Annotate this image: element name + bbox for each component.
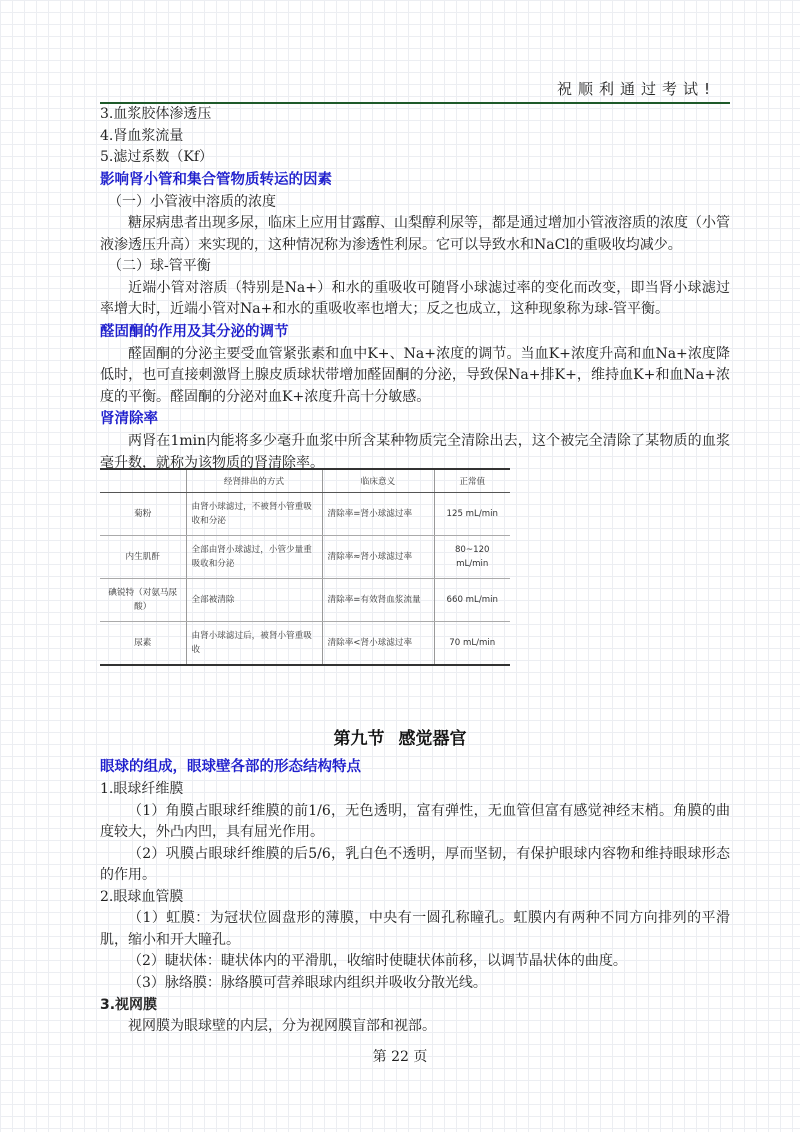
substance-cell: 尿素 [100,621,186,665]
excretion-method-cell: 由肾小球滤过后，被肾小管重吸收 [186,621,322,665]
paragraph-iris: （1）虹膜：为冠状位圆盘形的薄膜，中央有一圆孔称瞳孔。虹膜内有两种不同方向排列的平滑肌，缩小和开大瞳孔。 [100,910,730,948]
table-header-row [100,469,510,493]
normal-value-cell: 70 mL/min [434,621,510,665]
excretion-method-cell: 全部由肾小球滤过，小管少量重吸收和分泌 [186,535,322,578]
list-item: 3.血浆胶体渗透压 [100,106,212,122]
list-item: 4.肾血浆流量 [100,127,184,144]
paragraph-glomerulotubular-balance: 近端小管对溶质（特别是Na+）和水的重吸收可随肾小球滤过率的变化而改变，即当肾小球滤过率增大时，近端小管对Na+和水的重吸收率也增大；反之也成立，这种现象称为球-管平衡。 [100,279,730,317]
table-row [100,578,510,621]
heading-eyeball-structure: 眼球的组成，眼球壁各部的形态结构特点 [100,759,361,775]
section-title-sensory-organs: 第九节 感觉器官 [333,729,467,749]
paragraph-sclera: （2）巩膜占眼球纤维膜的后5/6，乳白色不透明，厚而坚韧，有保护眼球内容物和维持眼球形态的作用。 [100,845,730,883]
content-block-upper [100,104,730,474]
substance-cell: 内生肌酐 [100,535,186,578]
subheading-solute-concentration: （一）小管液中溶质的浓度 [108,193,276,210]
table-header-cell: 经肾排出的方式 [186,469,322,493]
paragraph-ciliary-body: （2）睫状体：睫状体内的平滑肌，收缩时使睫状体前移，以调节晶状体的曲度。 [128,953,627,969]
list-item: 5.滤过系数（Kf） [100,149,213,165]
heading-aldosterone: 醛固酮的作用及其分泌的调节 [100,323,289,340]
excretion-method-cell: 由肾小球滤过，不被肾小管重吸收和分泌 [186,493,322,536]
header-motto: 祝顺利通过考试! [556,80,716,98]
paragraph-osmotic-diuresis: 糖尿病患者出现多尿，临床上应用甘露醇、山梨醇利尿等，都是通过增加小管液溶质的浓度（小管液渗透压升高）来实现的，这种情况称为渗透性利尿。它可以导致水和NaCl的重吸收均减少。 [100,215,730,253]
paragraph-cornea: （1）角膜占眼球纤维膜的前1/6，无色透明，富有弹性，无血管但富有感觉神经末梢。角膜的曲度较大，外凸内凹，具有屈光作用。 [100,802,730,840]
table-header-cell [100,469,186,493]
paragraph-choroid: （3）脉络膜：脉络膜可营养眼球内组织并吸收分散光线。 [128,974,487,991]
substance-cell: 菊粉 [100,493,186,536]
normal-value-cell: 125 mL/min [434,493,510,536]
substance-cell: 碘锐特（对氨马尿酸） [100,578,186,621]
normal-value-cell: 660 mL/min [434,578,510,621]
clinical-meaning-cell: 清除率=有效肾血浆流量 [322,578,434,621]
table-row [100,621,510,665]
paragraph-aldosterone: 醛固酮的分泌主要受血管紧张素和血中K+、Na+浓度的调节。当血K+浓度升高和血Na+浓度降低时，也可直接刺激肾上腺皮质球状带增加醛固酮的分泌，导致保Na+排K+，维持血K+和血Na+浓度的平衡。醛固酮的分泌对血K+浓度升高十分敏感。 [100,345,730,405]
content-block-lower [100,756,730,1038]
paragraph-renal-clearance: 两肾在1min内能将多少毫升血浆中所含某种物质完全清除出去，这个被完全清除了某物质的血浆毫升数，就称为该物质的肾清除率。 [100,433,730,471]
normal-value-cell: 80~120 mL/min [434,535,510,578]
clinical-meaning-cell: 清除率≈肾小球滤过率 [322,535,434,578]
excretion-method-cell: 全部被清除 [186,578,322,621]
heading-renal-clearance: 肾清除率 [100,411,158,427]
clearance-table [100,468,510,666]
subheading-retina: 3.视网膜 [100,997,158,1013]
subheading-glomerulotubular-balance: （二）球-管平衡 [108,258,211,274]
clinical-meaning-cell: 清除率<肾小球滤过率 [322,621,434,665]
paragraph-retina: 视网膜为眼球壁的内层，分为视网膜盲部和视部。 [128,1018,436,1034]
clinical-meaning-cell: 清除率=肾小球滤过率 [322,493,434,536]
table-row [100,535,510,578]
page-number: 第 22 页 [372,1049,428,1065]
subheading-fibrous-tunic: 1.眼球纤维膜 [100,781,184,797]
subheading-vascular-tunic: 2.眼球血管膜 [100,888,184,905]
table-header-cell: 正常值 [434,469,510,493]
heading-tubule-transport: 影响肾小管和集合管物质转运的因素 [100,171,332,188]
table-row [100,493,510,536]
table-header-cell: 临床意义 [322,469,434,493]
